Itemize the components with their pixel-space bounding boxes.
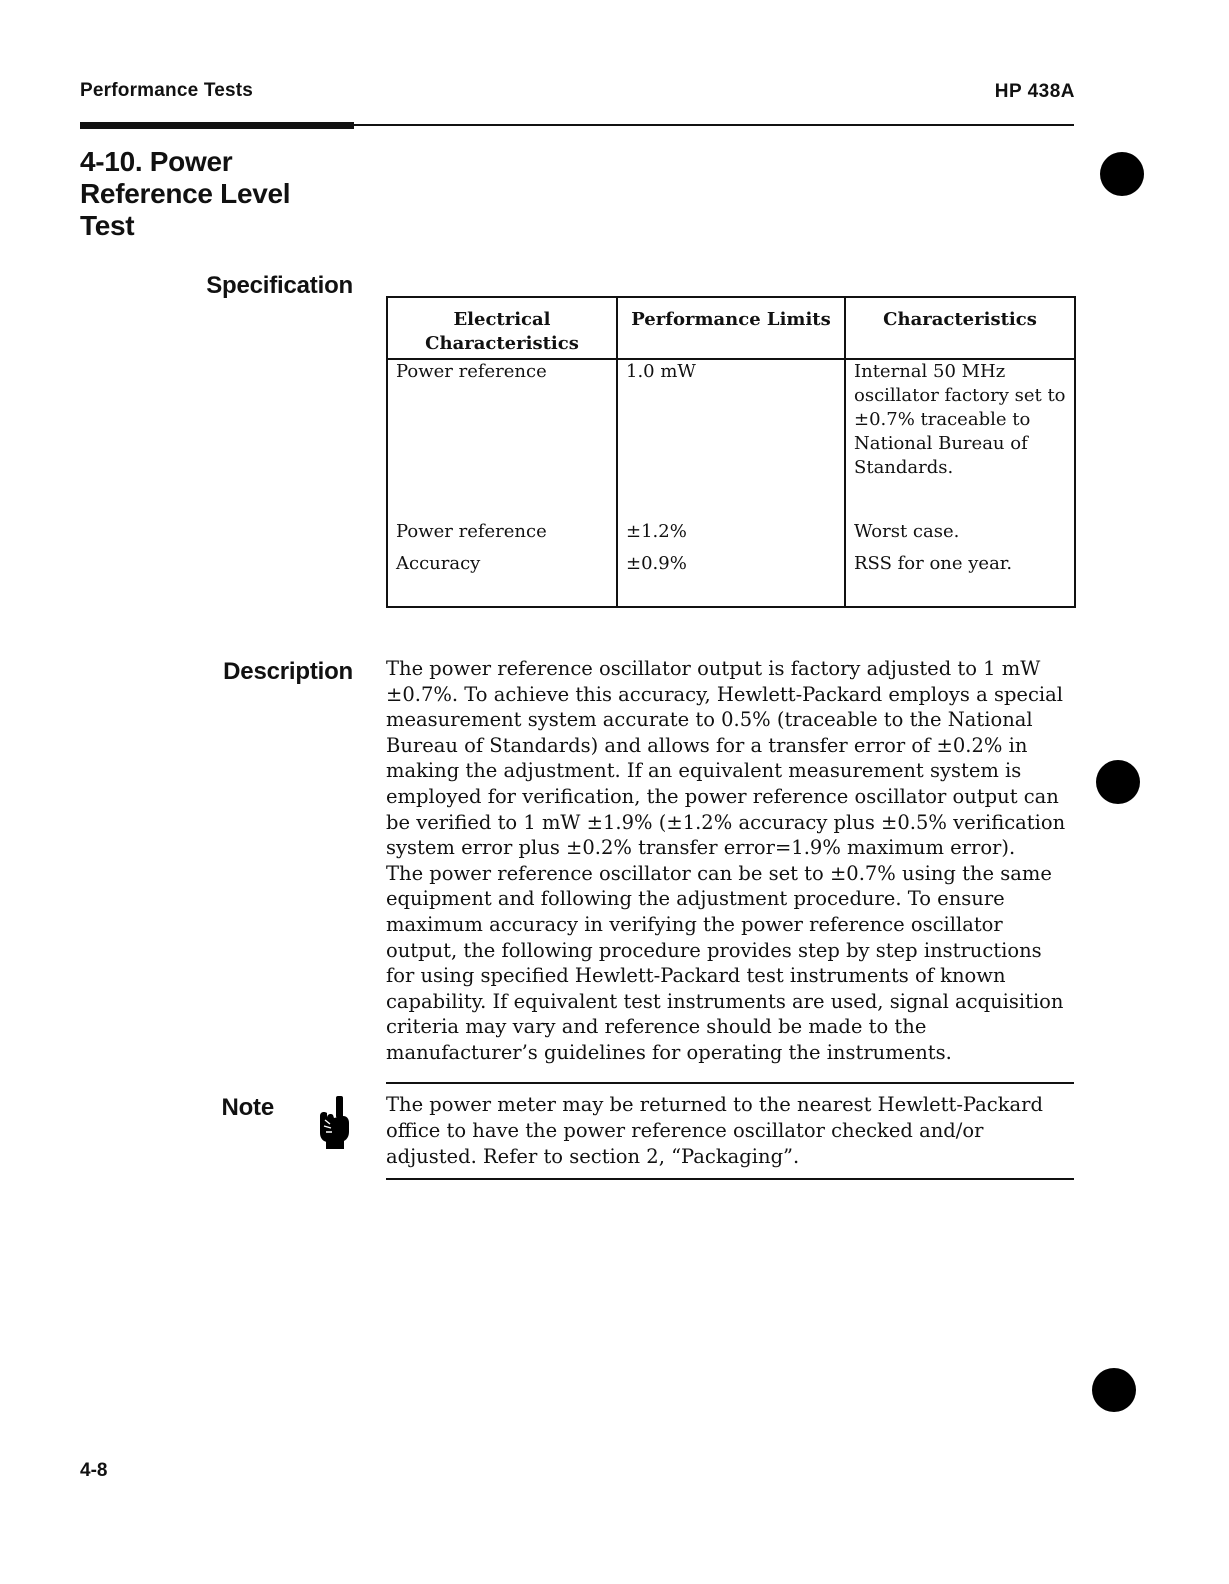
table-row [387,552,1075,584]
header-rule-thick [80,122,354,129]
description-body [386,656,1076,1066]
table-cell: ±1.2% [617,520,845,552]
pointing-hand-icon [314,1094,354,1150]
page-number: 4-8 [80,1460,108,1481]
table-cell: Power reference [387,359,617,520]
table-header-row [387,297,1075,359]
table-cell: Accuracy [387,552,617,584]
binder-hole-icon [1100,152,1144,196]
specification-label: Specification [206,272,353,299]
binder-hole-icon [1096,760,1140,804]
table-cell: Power reference [387,520,617,552]
table-cell-empty [617,584,845,607]
description-paragraph-2: The power reference oscillator can be set to ±0.7% using the same equipment and following the adjustment procedure. To ensure maximum accuracy in verifying the power reference oscillator output, the following procedure provides step by step instructions for using specified Hewlett-Packard test instruments of known capability. If equivalent test instruments are used, signal acquisition criteria may vary and reference should be made to the manufacturer’s guidelines for operating the instruments. [386,861,1064,1064]
note-rule-bottom [386,1178,1074,1180]
description-label: Description [223,658,353,685]
section-title-line-2: Reference Level [80,178,291,209]
running-header-right: HP 438A [994,81,1075,102]
table-cell-empty [387,584,617,607]
table-header-electrical-characteristics [387,297,617,359]
table-header-performance-limits: Performance Limits [617,297,845,359]
table-cell: 1.0 mW [617,359,845,520]
note-label: Note [221,1094,274,1121]
table-cell: ±0.9% [617,552,845,584]
table-cell-empty [845,584,1075,607]
binder-hole-icon [1092,1368,1136,1412]
table-header-characteristics: Characteristics [845,297,1075,359]
note-text: The power meter may be returned to the nearest Hewlett-Packard office to have the power reference oscillator checked and/or adjusted. Refer to section 2, “Packaging”. [386,1093,1043,1168]
section-title-line-3: Test [80,210,135,241]
table-spacer-row [387,584,1075,607]
specification-table [386,296,1076,608]
header-rule-thin [354,124,1074,126]
table-header-line: Electrical [453,309,551,330]
table-row [387,359,1075,520]
section-title [80,146,290,242]
note-rule-top [386,1082,1074,1084]
table-cell: Worst case. [845,520,1075,552]
table-row [387,520,1075,552]
table-cell: RSS for one year. [845,552,1075,584]
table-header-line: Characteristics [425,333,579,354]
table-cell: Internal 50 MHz oscillator factory set to ±0.7% traceable to National Bureau of Standards. [845,359,1075,520]
running-header-left: Performance Tests [80,80,254,101]
section-title-line-1: 4-10. Power [80,146,233,177]
description-paragraph-1: The power reference oscillator output is factory adjusted to 1 mW ±0.7%. To achieve this accuracy, Hewlett-Packard employs a special measurement system accurate to 0.5% (traceable to the National Bureau of Standards) and allows for a transfer error of ±0.2% in making the adjustment. If an equivalent measurement system is employed for verification, the power reference oscillator output can be verified to 1 mW ±1.9% (±1.2% accuracy plus ±0.5% verification system error plus ±0.2% transfer error=1.9% maximum error). [386,657,1066,860]
